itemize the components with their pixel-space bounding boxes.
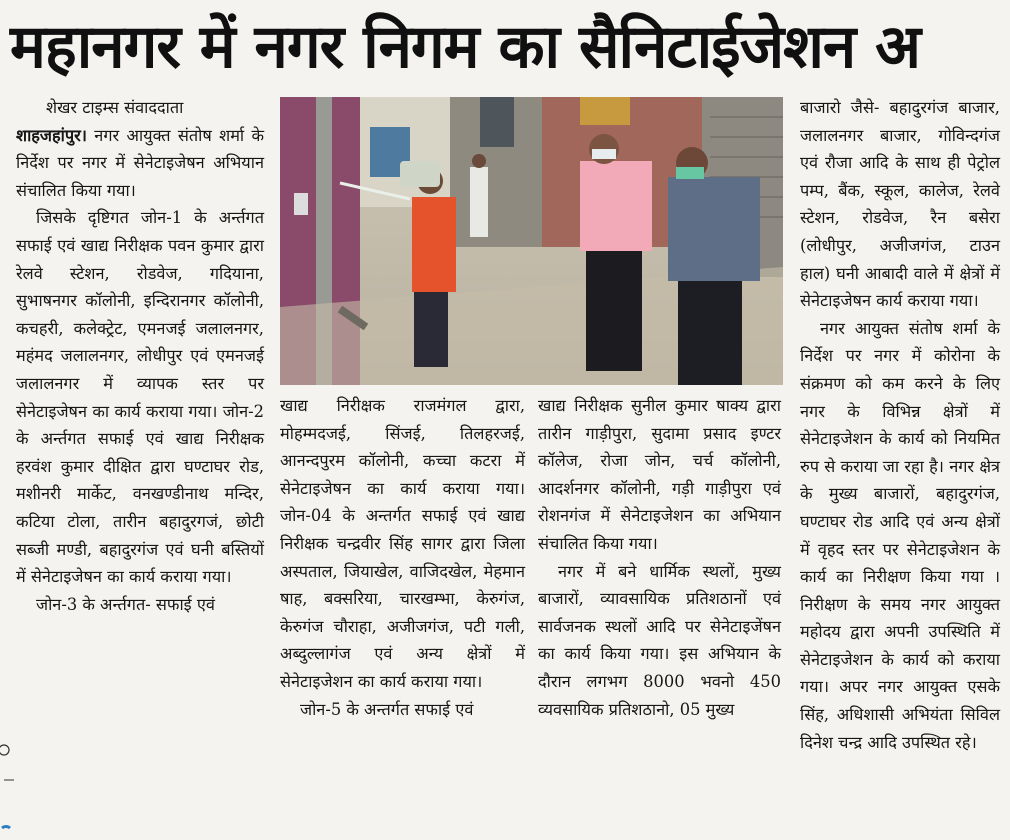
paragraph: बाजारो जैसे- बहादुरगंज बाजार, जलालनगर बाजार, गोविन्दगंज एवं रौजा आदि के साथ ही पेट्रोल पम्प, बैंक, स्कूल, कालेज, रेलवे स्टेशन, रोडवेज, रैन बसेरा (लोधीपुर, अजीजगंज, टाउन हाल) घनी आबादी वाले में क्षेत्रों में सेनेटाइजेषन कार्य कराया गया। <box>800 98 1000 311</box>
paragraph-text: नगर आयुक्त संतोष शर्मा के निर्देश पर नगर में सेनेटाइजेषन अभियान संचालित किया गया। <box>16 125 264 200</box>
paragraph: खाद्य निरीक्षक राजमंगल द्वारा, मोहम्मदजई, सिंजई, तिलहरजई, आनन्दपुरम कॉलोनी, कच्चा कटरा में सेनेटाइजेषन का कार्य कराया गया। जोन-04 के अन्तर्गत सफाई एवं खाद्य निरीक्षक चन्द्रवीर सिंह सागर द्वारा जिला अस्पताल, जियाखेल, वाजिदखेल, मेहमान षाह, बक्सरिया, चारखम्भा, केरुगंज, केरुगंज चौराहा, अजीजगंज, पटी गली, अब्दुल्लागंज एवं अन्य क्षेत्रों में सेनेटाइजेशन का कार्य कराया गया। <box>280 396 525 691</box>
byline: शेखर टाइम्स संवाददाता <box>46 98 184 117</box>
official-grey-shirt <box>668 177 760 281</box>
article-column-1 <box>16 94 264 618</box>
orange-jacket <box>412 197 456 292</box>
paragraph: जोन-5 के अन्तर्गत सफाई एवं <box>300 699 474 719</box>
paragraph: खाद्य निरीक्षक सुनील कुमार षाक्य द्वारा तारीन गाड़ीपुरा, सुदामा प्रसाद इण्टर कॉलेज, रोजा जोन, चर्च कॉलोनी, आदर्शनगर कॉलोनी, गड़ी गाड़ीपुरा एवं रोशनगंज में सेनेटाइजेशन का अभियान संचालित किया गया। <box>538 396 781 553</box>
margin-mark-icon <box>0 736 14 836</box>
paragraph: नगर आयुक्त संतोष शर्मा के निर्देश पर नगर में कोरोना के संक्रमण को कम करने के लिए नगर के विभिन्न क्षेत्रों में सेनेटाइजेशन के कार्य को नियमित रुप से कराया जा रहा है। नगर क्षेत्र के मुख्य बाजारों, बहादुरगंज, घण्टाघर रोड आदि एवं अन्य क्षेत्रों में वृहद स्तर पर सेनेटाइजेशन के कार्य का निरीक्षण किया गया । निरीक्षण के समय नगर आयुक्त महोदय द्वारा अपनी उपस्थिति में सेनेटाइजेशन के कार्य को कराया गया। अपर नगर आयुक्त एसके सिंह, अधिशासी अभियंता सिविल दिनेश चन्द्र आदि उपस्थित रहे। <box>800 318 1000 752</box>
article-column-4 <box>800 94 1000 756</box>
article-column-3 <box>538 392 781 723</box>
paragraph <box>16 122 264 205</box>
dateline: शाहजहांपुर। <box>16 125 87 145</box>
news-photo <box>280 97 783 385</box>
headline: महानगर में नगर निगम का सैनिटाईजेशन अ <box>10 12 920 82</box>
article-column-2 <box>280 392 525 723</box>
official-pink-shirt <box>580 161 652 251</box>
paragraph: नगर में बने धार्मिक स्थलों, मुख्य बाजारों, व्यावसायिक प्रतिशठानों एवं सार्वजनक स्थलों आदि पर सेनेटाइजेंषन का कार्य किया गया। इस अभियान के दौरान लगभग 8000 भवनो 450 व्यवसायिक प्रतिशठानो, 05 मुख्य <box>538 561 781 719</box>
sanitization-photo-illustration <box>280 97 783 385</box>
paragraph: जोन-3 के अर्न्तगत- सफाई एवं <box>36 594 215 614</box>
paragraph: जिसके दृष्टिगत जोन-1 के अर्न्तगत सफाई एवं खाद्य निरीक्षक पवन कुमार द्वारा रेलवे स्टेशन, रोडवेज, गदियाना, सुभाषनगर कॉलोनी, इन्दिरानगर कॉलोनी, कचहरी, कलेक्ट्रेट, एमनजई जलालनगर, महंमद जलालनगर, लोधीपुर एवं एमनजई जलालनगर में व्यापक स्तर पर सेनेटाइजेषन का कार्य कराया गया। जोन-2 के अर्न्तगत सफाई एवं खाद्य निरीक्षक हरवंश कुमार दीक्षित द्वारा घण्टाघर रोड, मशीनरी मार्केट, वनखण्डीनाथ मन्दिर, कटिया टोला, तारीन बहादुरगजं, छोटी सब्जी मण्डी, बहादुरगंज एवं घनी बस्तियों में सेनेटाइजेषन का कार्य कराया गया। <box>16 208 264 587</box>
